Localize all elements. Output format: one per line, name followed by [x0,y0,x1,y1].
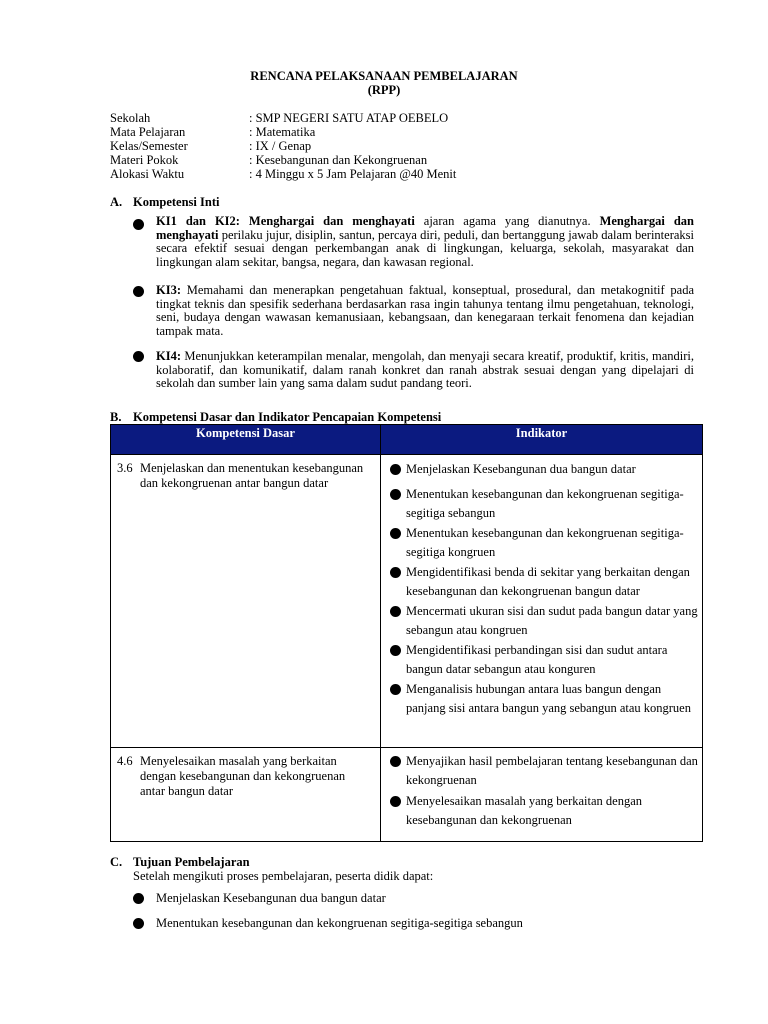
bullet-icon [390,796,401,807]
bullet-icon [390,606,401,617]
identity-label: Mata Pelajaran [110,125,186,139]
bullet-icon [133,893,144,904]
identity-label: Alokasi Waktu [110,167,185,181]
section-letter: A. [110,195,123,209]
kd-cell [111,455,381,748]
section-title: Kompetensi Dasar dan Indikator Pencapaian Kompetensi [133,410,442,424]
bullet-icon [133,286,144,297]
kd-cell [111,748,381,842]
table-row [111,455,703,748]
section-a-heading [110,195,219,209]
identity-label: Materi Pokok [110,153,179,167]
kd-number: 3.6 [117,461,133,475]
column-header-indikator: Indikator [381,425,703,455]
kd-text: dengan kesebangunan dan kekongruenan [140,769,346,783]
identity-value: : Matematika [249,125,316,139]
bullet-icon [133,918,144,929]
bullet-icon [133,351,144,362]
indikator-cell [381,455,703,748]
ki-text: perilaku jujur, disiplin, santun, percaya diri, peduli, dan bertanggung jawab dalam berinteraksi secara efektif sesuai dengan perkembangan anak di lingkungan, keluarga, sekolah, masyarakat dan lingkungan alam sekitar, bangsa, negara, dan kawasan regional. [156,227,694,269]
ki4-paragraph [156,350,694,391]
identity-value: : SMP NEGERI SATU ATAP OEBELO [249,111,449,125]
list-item: Mengidentifikasi benda di sekitar yang berkaitan dengan kesebangunan dan kekongruenan bangun datar [381,563,702,601]
bullet-icon [390,489,401,500]
identity-label: Kelas/Semester [110,139,188,153]
bullet-icon [133,219,144,230]
bullet-icon [390,756,401,767]
table-row [111,748,703,842]
list-item: Menjelaskan Kesebangunan dua bangun datar [156,891,386,905]
kd-text: Menjelaskan dan menentukan kesebangunan [140,461,364,475]
ki-text: Memahami dan menerapkan pengetahuan faktual, konseptual, prosedural, dan metakognitif pada tingkat teknis dan spesifik sederhana berdasarkan rasa ingin tahunya tentang ilmu pengetahuan, teknologi, seni, budaya dengan wawasan kemanusiaan, kebangsaan, dan kenegaraan terkait fenomena dan kejadian tampak mata. [156,283,694,338]
table-header-row [111,425,703,455]
bullet-icon [390,684,401,695]
ki-bold-text: KI3: [156,283,181,297]
kd-text: dan kekongruenan antar bangun datar [140,476,329,490]
list-item: Menyelesaikan masalah yang berkaitan dengan kesebangunan dan kekongruenan [381,792,702,830]
list-item: Menentukan kesebangunan dan kekongruenan segitiga-segitiga kongruen [381,524,702,562]
kd-number: 4.6 [117,754,133,768]
ki-bold-text: Menghargai dan menghayati [156,214,694,242]
identity-label: Sekolah [110,111,151,125]
kd-text: antar bangun datar [140,784,234,798]
section-letter: B. [110,410,122,424]
bullet-icon [390,645,401,656]
identity-value: : Kesebangunan dan Kekongruenan [249,153,428,167]
ki-text: Menunjukkan keterampilan menalar, mengolah, dan menyaji secara kreatif, produktif, kritis, mandiri, kolaboratif, dan komunikatif, dalam ranah konkret dan ranah abstrak sesuai dengan yang dipelajari di sekolah dan sumber lain yang sama dalam sudut pandang teori. [156,349,694,390]
section-title: Tujuan Pembelajaran [133,855,250,869]
bullet-icon [390,464,401,475]
section-c-heading [110,855,250,869]
list-item: Menentukan kesebangunan dan kekongruenan segitiga-segitiga sebangun [381,485,702,523]
competency-table [110,424,703,842]
section-title: Kompetensi Inti [133,195,220,209]
section-letter: C. [110,855,123,869]
column-header-kd: Kompetensi Dasar [111,425,381,455]
ki-bold-text: KI1 dan KI2: Menghargai dan menghayati [156,214,415,228]
section-c-intro: Setelah mengikuti proses pembelajaran, peserta didik dapat: [133,869,434,883]
document-title: RENCANA PELAKSANAAN PEMBELAJARAN [250,69,518,83]
list-item: Mengidentifikasi perbandingan sisi dan sudut antara bangun datar sebangun atau konguren [381,641,702,679]
bullet-icon [390,528,401,539]
ki1-ki2-paragraph [156,215,694,269]
ki-bold-text: KI4: [156,349,181,363]
kd-text: Menyelesaikan masalah yang berkaitan [140,754,337,768]
list-item: Mencermati ukuran sisi dan sudut pada bangun datar yang sebangun atau kongruen [381,602,702,640]
list-item: Menganalisis hubungan antara luas bangun dengan panjang sisi antara bangun yang sebangun atau kongruen [381,680,702,718]
list-item: Menentukan kesebangunan dan kekongruenan segitiga-segitiga sebangun [156,916,523,930]
section-b-heading [110,410,441,424]
identity-value: : 4 Minggu x 5 Jam Pelajaran @40 Menit [249,167,457,181]
document-subtitle: (RPP) [367,83,401,97]
indikator-cell [381,748,703,842]
bullet-icon [390,567,401,578]
ki3-paragraph [156,284,694,338]
list-item: Menjelaskan Kesebangunan dua bangun datar [381,460,702,479]
identity-value: : IX / Genap [249,139,312,153]
list-item: Menyajikan hasil pembelajaran tentang kesebangunan dan kekongruenan [381,752,702,790]
ki-text: ajaran agama yang dianutnya. [414,214,600,228]
